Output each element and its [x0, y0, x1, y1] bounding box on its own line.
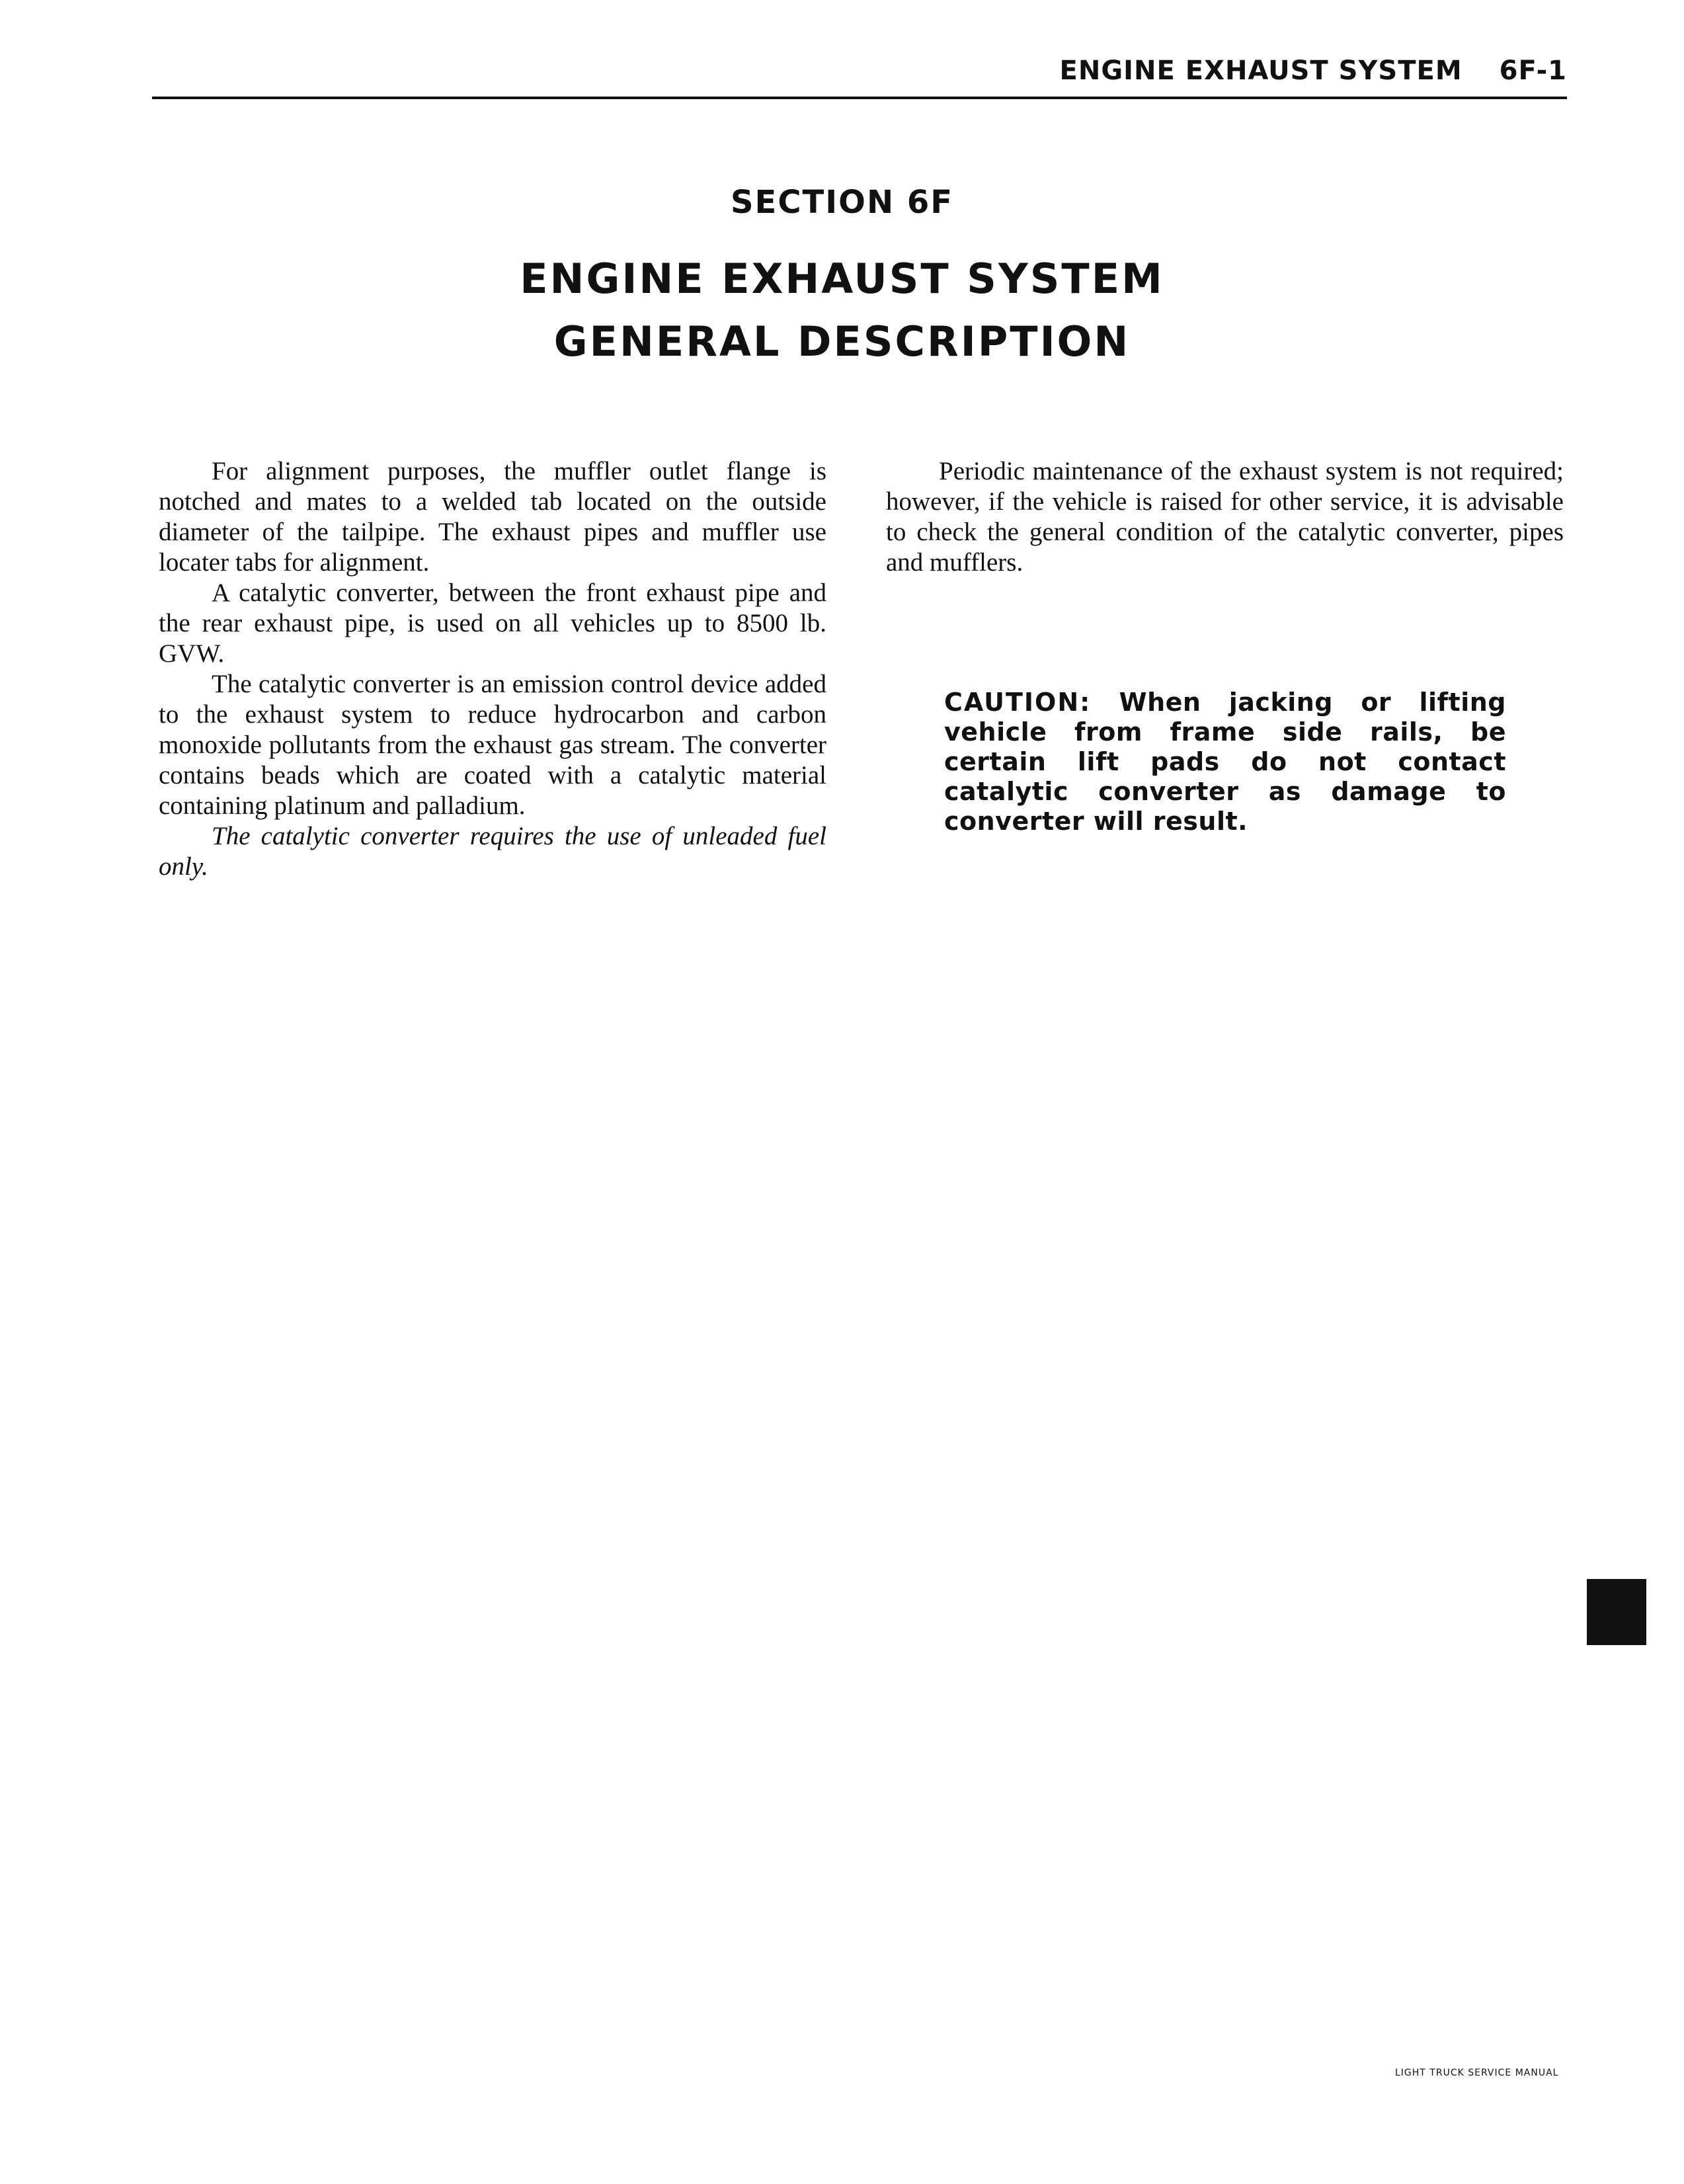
section-thumb-tab [1587, 1579, 1646, 1645]
running-header [1051, 56, 1567, 86]
caution-block [944, 688, 1506, 836]
italic-note-unleaded-fuel: The catalytic converter requires the use of unleaded fuel only. [159, 822, 826, 881]
paragraph-catalytic-converter: A catalytic converter, between the front exhaust pipe and the rear exhaust pipe, is used on all vehicles up to 8500 lb. GVW. [159, 579, 826, 668]
left-column [159, 456, 826, 882]
paragraph-periodic-maintenance: Periodic maintenance of the exhaust system is not required; however, if the vehicle is raised for other service, it is advisable to check the general condition of the catalytic converter, pipes and mufflers. [886, 457, 1564, 577]
footer-text: LIGHT TRUCK SERVICE MANUAL [1395, 2068, 1559, 2078]
right-column [886, 456, 1564, 578]
caution-text: When jacking or lifting vehicle from frame side rails, be certain lift pads do not contact catalytic converter as damage to converter will result. [944, 688, 1506, 836]
section-label: SECTION 6F [730, 184, 954, 221]
paragraph-alignment: For alignment purposes, the muffler outlet flange is notched and mates to a welded tab located on the outside diameter of the tailpipe. The exhaust pipes and muffler use locater tabs for alignment. [159, 457, 826, 577]
page-number: 6F-1 [1499, 56, 1567, 86]
paragraph-emission-control: The catalytic converter is an emission control device added to the exhaust system to reduce hydrocarbon and carbon monoxide pollutants from the exhaust gas stream. The converter contains beads which are coated with a catalytic material containing platinum and palladium. [159, 670, 826, 820]
running-title: ENGINE EXHAUST SYSTEM [1059, 56, 1463, 86]
header-rule [152, 97, 1567, 99]
page-title: ENGINE EXHAUST SYSTEM [520, 255, 1164, 303]
page-subtitle: GENERAL DESCRIPTION [553, 317, 1131, 366]
caution-label: CAUTION: [944, 688, 1092, 717]
